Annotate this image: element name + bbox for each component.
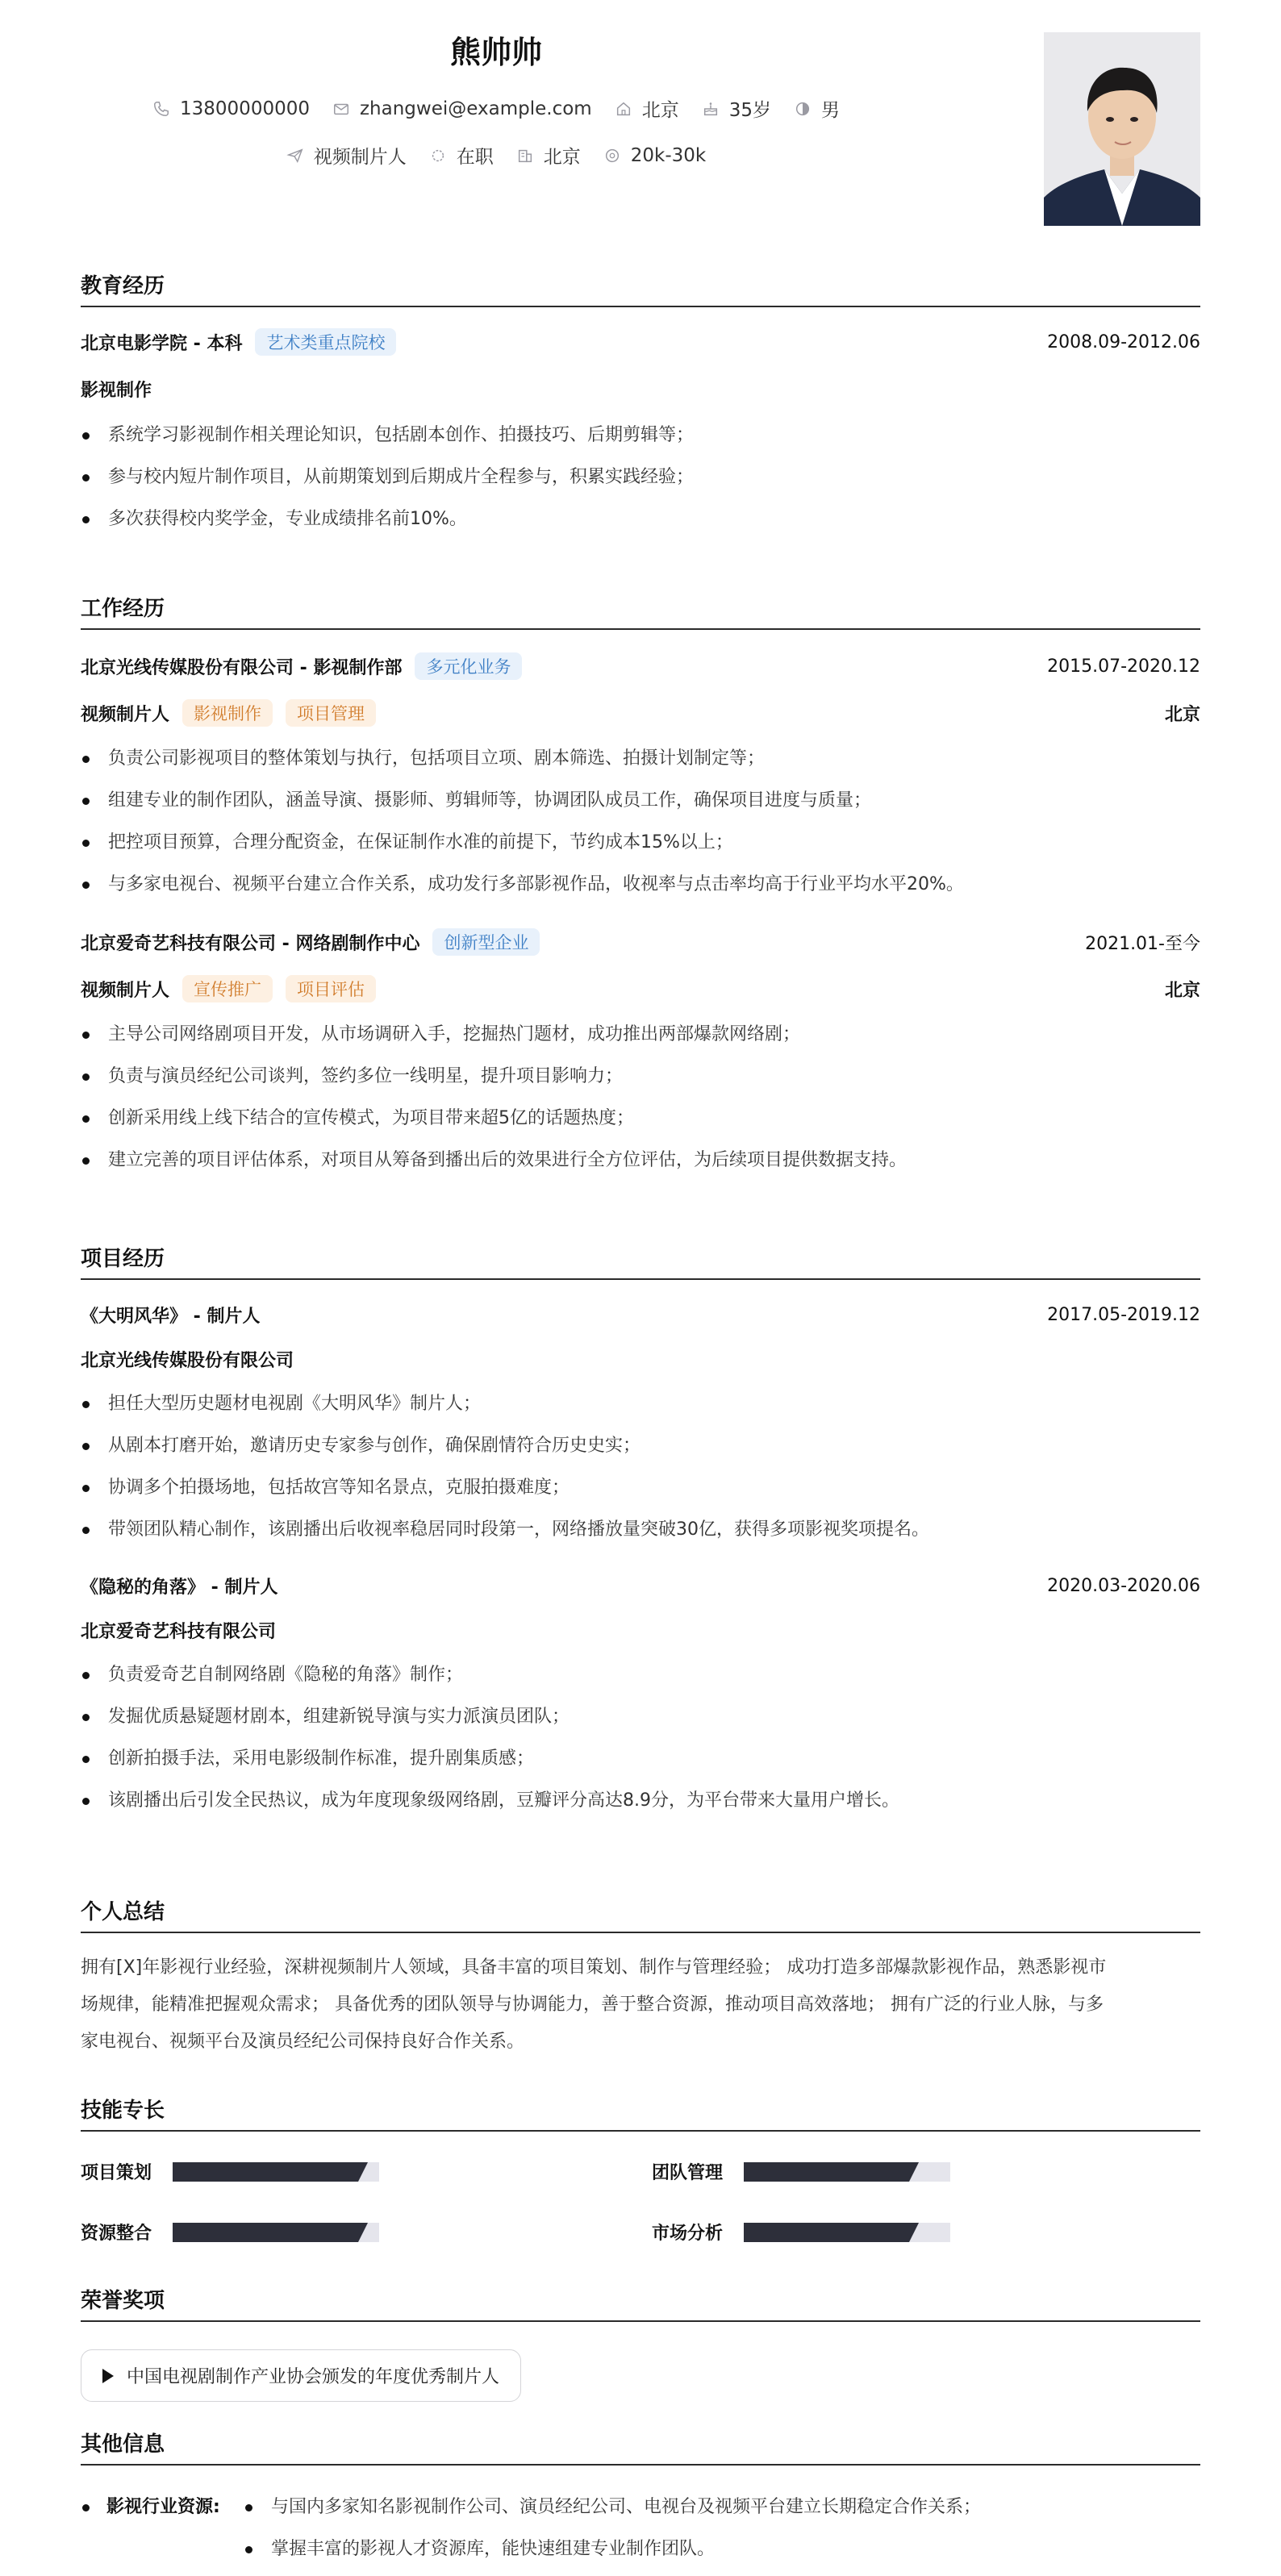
skill-bar-fill [173,2162,358,2182]
salary-info [603,145,706,166]
section-title: 教育经历 [81,269,1200,307]
list-item: 担任大型历史题材电视剧《大明风华》制片人； [81,1383,1200,1425]
list-item: 创新拍摄手法，采用电影级制作标准，提升剧集质感； [81,1738,1200,1780]
triangle-right-icon [102,2369,114,2383]
contact-row [0,95,992,122]
project-org: 北京爱奇艺科技有限公司 [81,1622,277,1642]
awards-section [81,2284,1200,2402]
summary-line: 家电视台、视频平台及演员经纪公司保持良好合作关系。 [81,2032,525,2052]
candidate-name: 熊帅帅 [449,35,542,70]
project-date: 2020.03-2020.06 [1047,1576,1200,1596]
email-text: zhangwei@example.com [359,98,592,119]
status-icon [429,147,447,165]
list-item: 主导公司网络剧项目开发，从市场调研入手，挖掘热门题材，成功推出两部爆款网络剧； [81,1014,1200,1056]
home-icon [615,100,632,118]
skill-bar [173,2223,379,2242]
gender-text: 男 [820,100,840,121]
gender-icon [794,100,812,118]
job-header [81,928,1200,956]
job-date: 2021.01-至今 [1085,933,1200,954]
job-header [81,652,1200,680]
skill-item [81,2159,652,2184]
summary-line: 场规律，能精准把握观众需求； 具备优秀的团队领导与协调能力，善于整合资源，推动项目高效落地； 拥有广泛的行业人脉，与多 [81,1995,1104,2015]
section-title: 项目经历 [81,1242,1200,1280]
age-text: 35岁 [728,100,771,121]
location-info [615,95,679,122]
summary-section [81,1895,1200,2061]
section-title: 个人总结 [81,1895,1200,1933]
school-name: 北京电影学院 - 本科 [81,333,243,354]
role-tag: 宣传推广 [182,975,273,1002]
other-section [81,2428,1200,2570]
list-item: 负责公司影视项目的整体策划与执行，包括项目立项、剧本筛选、拍摄计划制定等； [81,738,1200,780]
section-title: 工作经历 [81,592,1200,630]
skill-bar-fill [744,2162,909,2182]
skills-section [81,2094,1200,2245]
job-title-text: 视频制片人 [313,147,407,168]
education-date: 2008.09-2012.06 [1047,331,1200,352]
skill-name: 团队管理 [652,2163,724,2183]
role-tag: 影视制作 [182,699,273,727]
skills-grid [81,2159,1200,2245]
mail-icon [332,100,350,118]
gender-info [794,95,840,122]
list-item: 负责与演员经纪公司谈判，签约多位一线明星，提升项目影响力； [81,1056,1200,1098]
avatar [1044,32,1200,226]
building-icon [516,147,534,165]
list-item: 负责爱奇艺自制网络剧《隐秘的角落》制作； [81,1654,1200,1696]
skill-name: 市场分析 [652,2224,724,2244]
list-item: 参与校内短片制作项目，从前期策划到后期成片全程参与，积累实践经验； [81,456,1200,498]
job-bullets [81,1014,1200,1182]
location-text: 北京 [641,100,679,121]
award-text: 中国电视剧制作产业协会颁发的年度优秀制片人 [127,2367,500,2387]
award-item[interactable] [81,2349,521,2402]
target-city-text: 北京 [543,147,581,168]
job-city: 北京 [1164,980,1200,1001]
education-section [81,269,1200,540]
list-item: 发掘优质悬疑题材剧本，组建新锐导演与实力派演员团队； [81,1696,1200,1738]
summary-line: 拥有[X]年影视行业经验，深耕视频制片人领域，具备丰富的项目策划、制作与管理经验； 成功打造多部爆款影视作品，熟悉影视市 [81,1957,1107,1978]
project-name: 《大明风华》 - 制片人 [81,1307,261,1327]
list-item: 协调多个拍摄场地，包括故宫等知名景点，克服拍摄难度； [81,1467,1200,1509]
skill-name: 资源整合 [81,2224,152,2244]
education-header [81,328,1200,356]
status-info [429,142,494,169]
skill-name: 项目策划 [81,2163,152,2183]
list-item: 与多家电视台、视频平台建立合作关系，成功发行多部影视作品，收视率与点击率均高于行业平均水平20%。 [81,864,1200,906]
school-tag: 艺术类重点院校 [255,328,396,356]
send-icon [286,147,304,165]
summary-text [81,1949,1200,2061]
job-city: 北京 [1164,704,1200,725]
skill-bar [744,2162,950,2182]
project-header [81,1574,1200,1599]
profile-photo [1044,32,1200,226]
skill-item [652,2220,1200,2245]
job-role: 视频制片人 [81,980,170,1001]
project-header [81,1303,1200,1328]
list-item: 带领团队精心制作，该剧播出后收视率稳居同时段第一，网络播放量突破30亿，获得多项影视奖项提名。 [81,1509,1200,1551]
skill-bar [173,2162,379,2182]
work-section [81,592,1200,1182]
section-title: 荣誉奖项 [81,2284,1200,2322]
project-org: 北京光线传媒股份有限公司 [81,1351,294,1371]
job-role: 视频制片人 [81,704,170,725]
job-info-row [0,142,992,169]
list-item: 该剧播出后引发全民热议，成为年度现象级网络剧，豆瓣评分高达8.9分，为平台带来大量用户增长。 [81,1780,1200,1822]
other-label: 影视行业资源: [81,2486,244,2528]
list-item: 掌握丰富的影视人才资源库，能快速组建专业制作团队。 [244,2528,981,2570]
projects-section [81,1242,1200,1822]
other-bullets [244,2486,981,2570]
section-title: 技能专长 [81,2094,1200,2132]
skill-bar [744,2223,950,2242]
list-item: 多次获得校内奖学金，专业成绩排名前10%。 [81,498,1200,540]
list-item: 系统学习影视制作相关理论知识，包括剧本创作、拍摄技巧、后期剪辑等； [81,415,1200,456]
education-bullets [81,415,1200,540]
list-item: 建立完善的项目评估体系，对项目从筹备到播出后的效果进行全方位评估，为后续项目提供数据支持。 [81,1140,1200,1182]
list-item: 创新采用线上线下结合的宣传模式，为项目带来超5亿的话题热度； [81,1098,1200,1140]
company-tag: 创新型企业 [432,928,540,956]
project-name: 《隐秘的角落》 - 制片人 [81,1578,278,1598]
list-item: 从剧本打磨开始，邀请历史专家参与创作，确保剧情符合历史史实； [81,1425,1200,1467]
skill-bar-fill [744,2223,909,2242]
other-info [81,2486,1200,2570]
other-row [81,2486,1200,2570]
phone-text: 13800000000 [180,98,310,119]
skill-item [652,2159,1200,2184]
status-text: 在职 [456,147,494,168]
target-city-info [516,142,581,169]
age-info [702,95,771,122]
project-date: 2017.05-2019.12 [1047,1305,1200,1325]
company-name: 北京爱奇艺科技有限公司 - 网络剧制作中心 [81,933,420,954]
role-tag: 项目管理 [286,699,376,727]
job-role-row [81,975,1200,1002]
major: 影视制作 [81,381,152,401]
job-title-info [286,142,407,169]
email-info [332,98,592,119]
skill-item [81,2220,652,2245]
job-bullets [81,738,1200,906]
cake-icon [702,100,720,118]
salary-icon [603,147,621,165]
skill-bar-fill [173,2223,358,2242]
salary-text: 20k-30k [630,144,707,166]
phone-info [152,98,310,119]
role-tag: 项目评估 [286,975,376,1002]
job-role-row [81,699,1200,727]
project-bullets [81,1654,1200,1822]
company-name: 北京光线传媒股份有限公司 - 影视制作部 [81,657,403,678]
list-item: 把控项目预算，合理分配资金，在保证制作水准的前提下，节约成本15%以上； [81,822,1200,864]
list-item: 组建专业的制作团队，涵盖导演、摄影师、剪辑师等，协调团队成员工作，确保项目进度与质量； [81,780,1200,822]
company-tag: 多元化业务 [415,652,522,680]
phone-icon [152,100,170,118]
project-bullets [81,1383,1200,1551]
list-item: 与国内多家知名影视制作公司、演员经纪公司、电视台及视频平台建立长期稳定合作关系； [244,2486,981,2528]
section-title: 其他信息 [81,2428,1200,2466]
job-date: 2015.07-2020.12 [1047,656,1200,677]
